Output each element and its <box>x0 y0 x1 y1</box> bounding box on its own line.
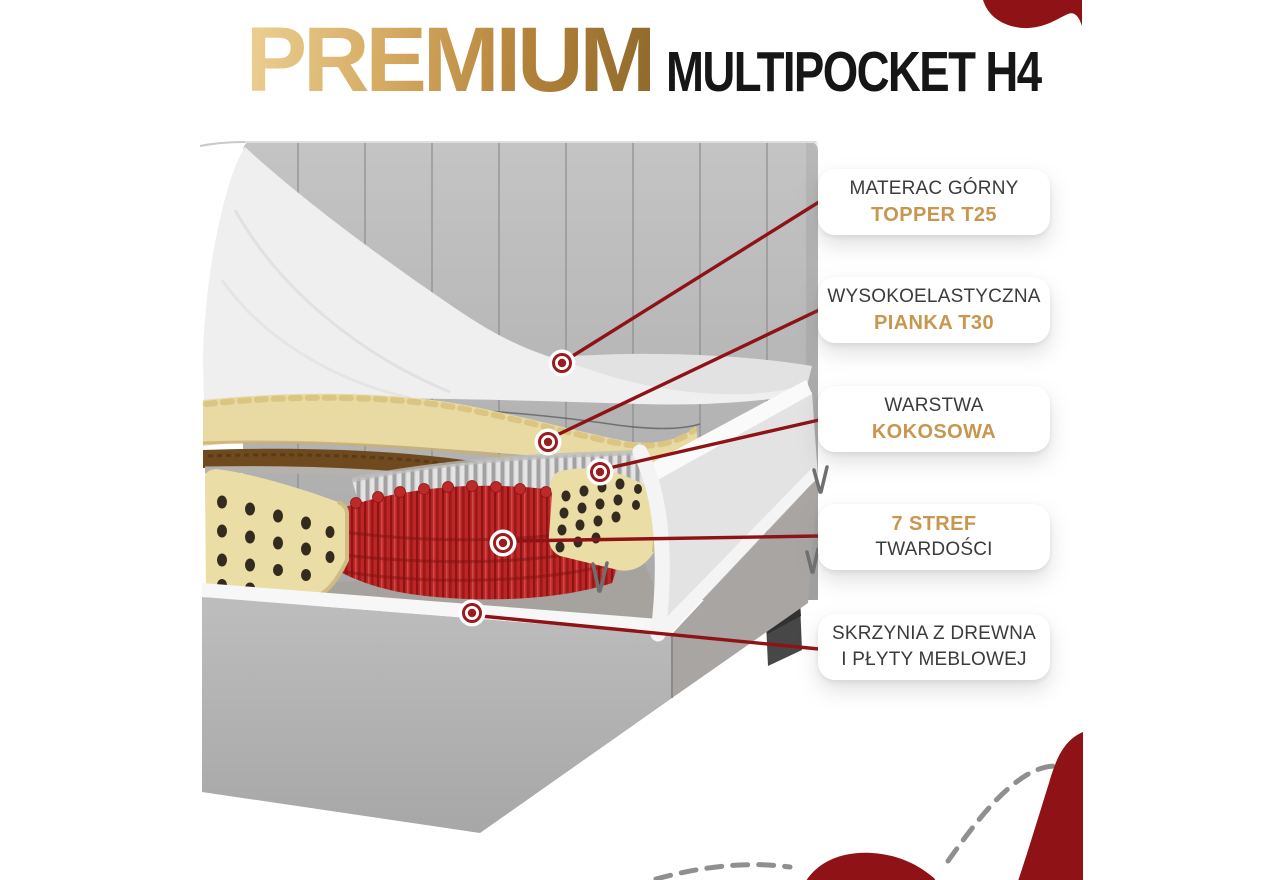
callout-line2: TOPPER T25 <box>871 204 997 226</box>
callout-card-box <box>818 614 1050 680</box>
callout-line2: I PŁYTY MEBLOWEJ <box>841 649 1027 670</box>
model-title: MULTIPOCKET H4 <box>666 40 1041 104</box>
page-title <box>0 8 1280 113</box>
callout-card-zones <box>818 504 1050 570</box>
marker-topper <box>549 350 576 377</box>
callout-line1: 7 STREF <box>891 513 977 535</box>
marker-springs <box>490 530 517 557</box>
callout-line1: SKRZYNIA Z DREWNA <box>832 623 1036 644</box>
callout-card-coconut <box>818 386 1050 452</box>
callout-line1: MATERAC GÓRNY <box>849 178 1019 199</box>
marker-foam <box>535 429 562 456</box>
callout-line2: PIANKA T30 <box>874 312 994 334</box>
marker-coconut <box>587 459 614 486</box>
callout-line2: KOKOSOWA <box>871 421 997 443</box>
brand-title: PREMIUM <box>245 9 653 111</box>
callout-card-foam <box>818 277 1050 343</box>
bottom-right-red-blob <box>806 732 1083 880</box>
callout-line1: WARSTWA <box>884 395 984 416</box>
callout-card-topper <box>818 169 1050 235</box>
callout-line2: TWARDOŚCI <box>875 539 993 560</box>
callout-line1: WYSOKOELASTYCZNA <box>827 286 1041 307</box>
marker-box <box>459 600 486 627</box>
